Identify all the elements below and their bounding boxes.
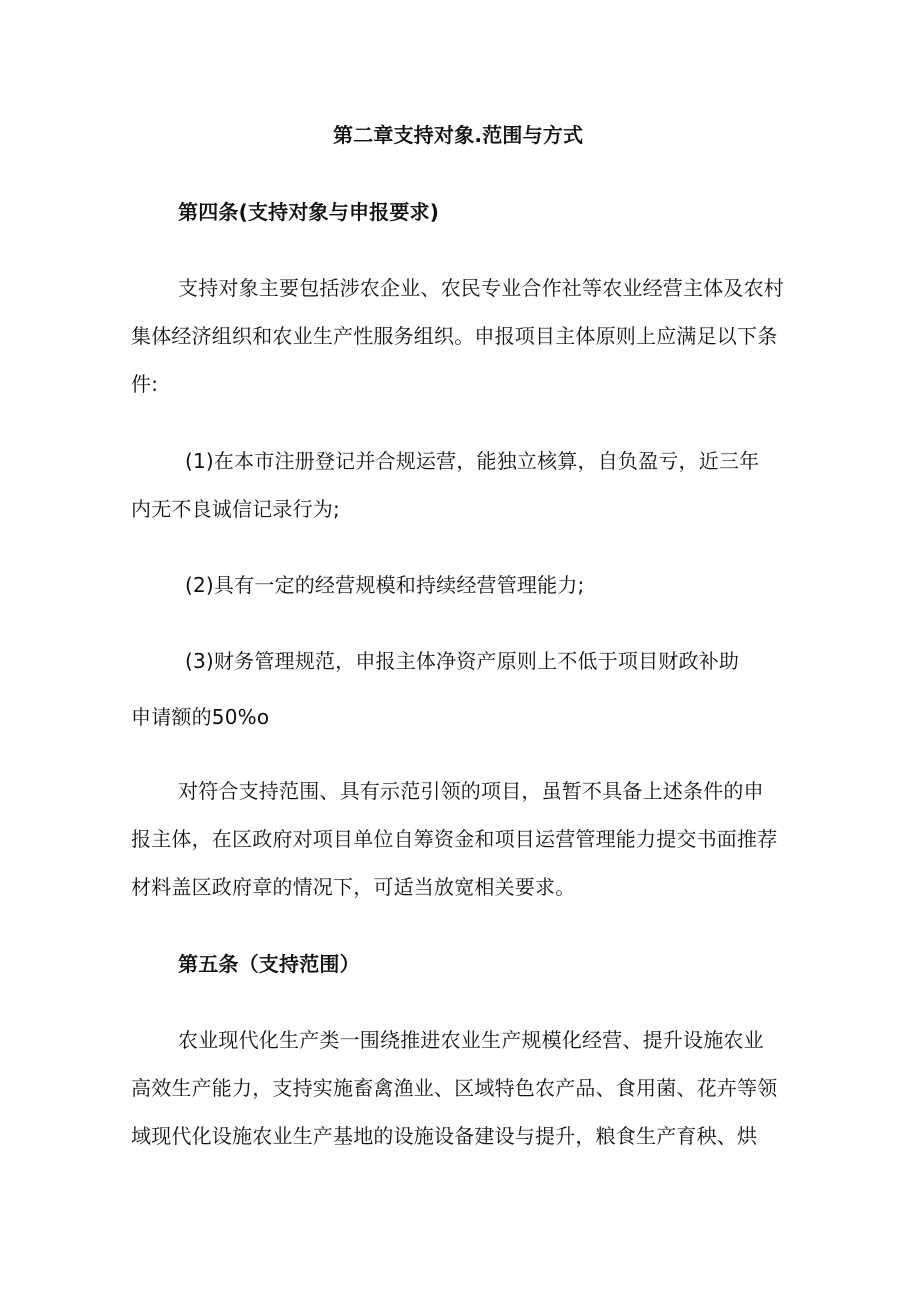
article-5-paragraph-1-line-2: 高效生产能力，支持实施畜禽渔业、区域特色农产品、食用菌、花卉等领 [131,1076,778,1100]
article-4-paragraph-1-line-2: 集体经济组织和农业生产性服务组织。申报项目主体原则上应满足以下条 [131,324,778,348]
article-4-item-3-line-1: (3)财务管理规范，申报主体净资产原则上不低于项目财政补助 [185,649,740,673]
article-4-paragraph-1-line-1: 支持对象主要包括涉农企业、农民专业合作社等农业经营主体及农村 [178,276,784,300]
article-5-paragraph-1-line-1: 农业现代化生产类一围绕推进农业生产规模化经营、提升设施农业 [178,1028,764,1052]
article-4-paragraph-1-line-3: 件: [131,372,159,396]
article-4-item-2: (2)具有一定的经营规模和持续经营管理能力; [185,573,585,597]
article-4-item-1-line-2: 内无不良诚信记录行为; [131,497,340,521]
article-4-paragraph-2-line-1: 对符合支持范围、具有示范引领的项目，虽暂不具备上述条件的申 [178,779,764,803]
article-4-item-1-line-1: (1)在本市注册登记并合规运营，能独立核算，自负盈亏，近三年 [185,449,760,473]
chapter-title: 第二章支持对象.范围与方式 [333,123,584,147]
article-4-item-3-line-2: 申请额的50%o [131,705,270,729]
article-4-paragraph-2-line-3: 材料盖区政府章的情况下，可适当放宽相关要求。 [131,875,576,899]
article-4-paragraph-2-line-2: 报主体，在区政府对项目单位自筹资金和项目运营管理能力提交书面推荐 [131,827,778,851]
article-5-paragraph-1-line-3: 域现代化设施农业生产基地的设施设备建设与提升，粮食生产育秧、烘 [131,1124,758,1148]
article-4-heading: 第四条(支持对象与申报要求) [178,200,440,224]
article-5-heading: 第五条（支持范围） [178,952,360,976]
